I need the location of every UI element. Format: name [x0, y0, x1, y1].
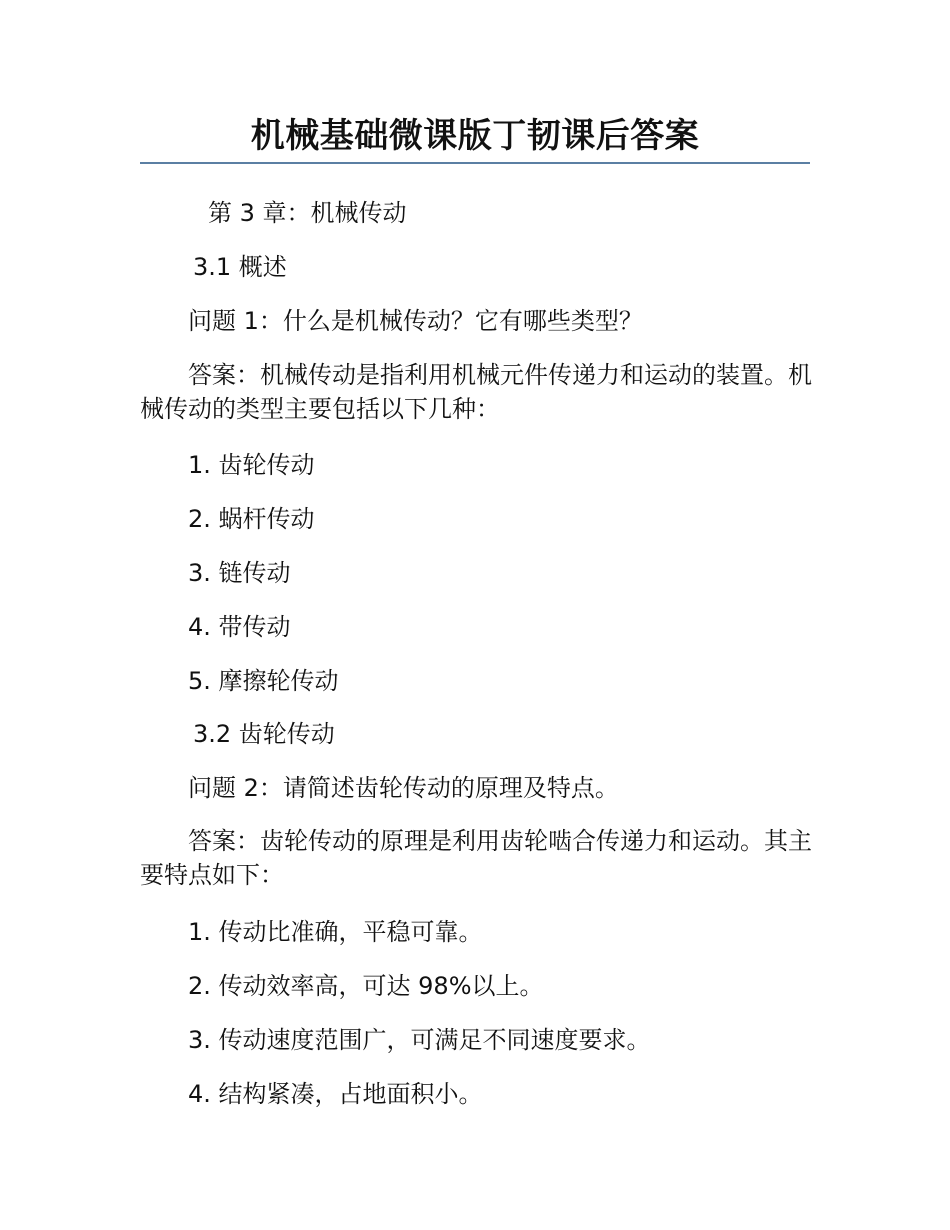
list-item-feature-4: 4. 结构紧凑，占地面积小。	[188, 1080, 483, 1108]
answer-2: 答案：齿轮传动的原理是利用齿轮啮合传递力和运动。其主要特点如下：	[140, 827, 812, 889]
chapter-heading: 第 3 章：机械传动	[208, 199, 407, 227]
list-item-type-2: 2. 蜗杆传动	[188, 505, 315, 533]
document-title: 机械基础微课版丁韧课后答案	[250, 116, 700, 156]
question-2: 问题 2：请简述齿轮传动的原理及特点。	[188, 774, 619, 802]
list-item-feature-1: 1. 传动比准确，平稳可靠。	[188, 918, 483, 946]
list-item-type-3: 3. 链传动	[188, 559, 291, 587]
list-item-feature-3: 3. 传动速度范围广，可满足不同速度要求。	[188, 1026, 651, 1054]
list-item-type-4: 4. 带传动	[188, 613, 291, 641]
list-item-type-5: 5. 摩擦轮传动	[188, 667, 339, 695]
section-heading-3-1: 3.1 概述	[193, 253, 287, 281]
answer-1: 答案：机械传动是指利用机械元件传递力和运动的装置。机械传动的类型主要包括以下几种：	[140, 361, 812, 423]
title-underline	[140, 162, 810, 164]
list-item-feature-2: 2. 传动效率高，可达 98%以上。	[188, 972, 544, 1000]
list-item-type-1: 1. 齿轮传动	[188, 451, 315, 479]
section-heading-3-2: 3.2 齿轮传动	[193, 720, 335, 748]
question-1: 问题 1：什么是机械传动？它有哪些类型？	[188, 307, 643, 335]
